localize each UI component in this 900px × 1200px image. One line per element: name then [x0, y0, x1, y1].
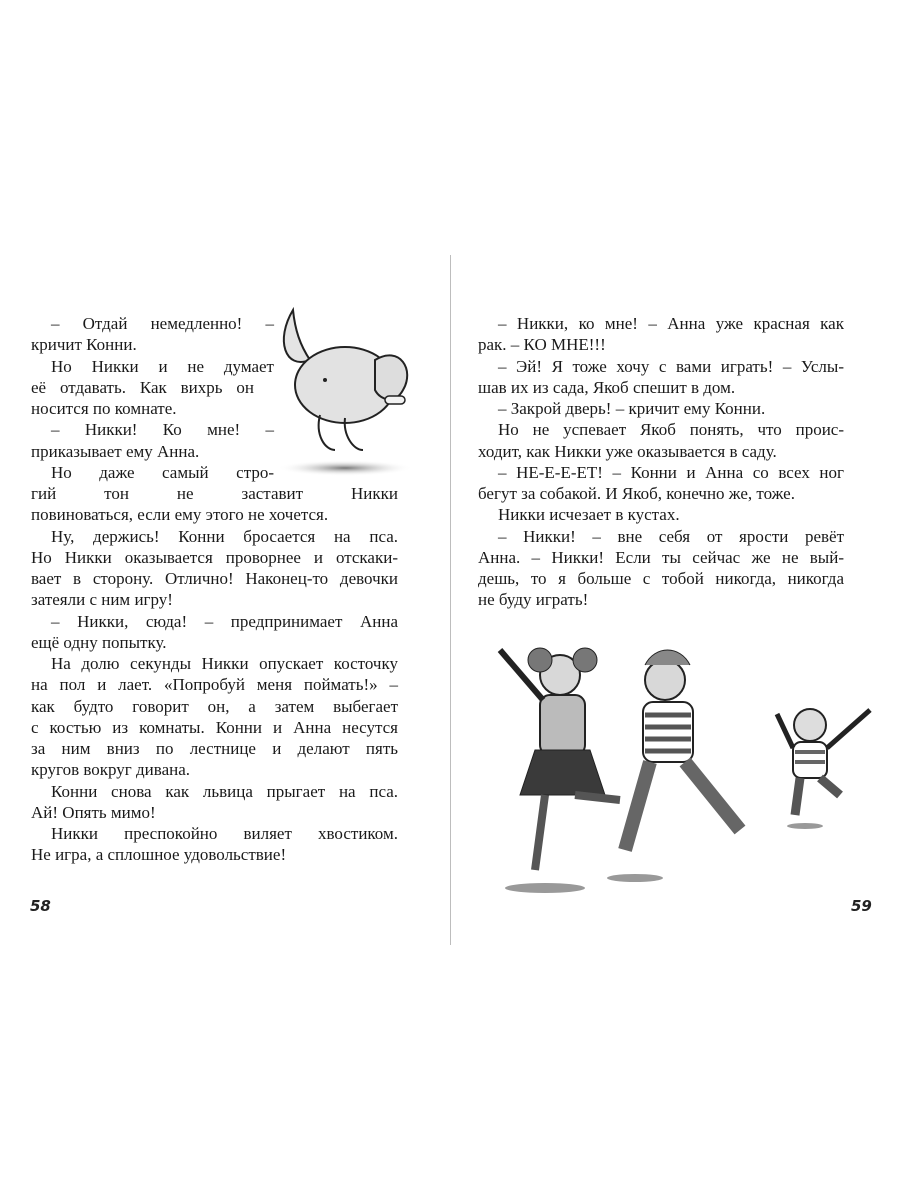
text-line: Никки исчезает в кустах. — [498, 505, 680, 525]
text-line: рак. – КО МНЕ!!! — [478, 335, 606, 355]
text-line: Никки преспокойно виляет хвостиком. — [51, 824, 398, 843]
text-line: кричит Конни. — [31, 335, 137, 355]
text-line: шав их из сада, Якоб спешит в дом. — [478, 377, 736, 397]
text-line: гий тон не заставит Никки — [31, 484, 398, 503]
text-line: Ну, держись! Конни бросается на пса. — [51, 526, 398, 546]
page-number-right: 59 — [851, 897, 872, 915]
text-line: Но даже самый стро- — [51, 462, 274, 482]
text-line: кругов вокруг дивана. — [31, 760, 191, 780]
text-line: бегут за собакой. И Якоб, конечно же, тоже. — [478, 484, 795, 503]
text-line: не буду играть! — [478, 590, 589, 610]
text-line: ещё одну попытку. — [31, 632, 167, 652]
text-line: – Никки! Ко мне! – — [51, 420, 274, 440]
text-line: Ай! Опять мимо! — [31, 802, 156, 822]
text-line: Но Никки оказывается проворнее и отскаки- — [31, 547, 398, 567]
text-line: дешь, то я больше с тобой никогда, никогда — [478, 569, 844, 588]
text-line: её отдавать. Как вихрь он — [31, 377, 254, 397]
text-line: Но не успевает Якоб понять, что проис- — [498, 420, 844, 440]
page-number-left: 58 — [30, 897, 51, 915]
text-line: вает в сторону. Отлично! Наконец-то девочки — [31, 569, 398, 588]
text-line: На долю секунды Никки опускает косточку — [51, 654, 398, 673]
text-line: – Никки, сюда! – предпринимает Анна — [51, 611, 398, 631]
text-line: – Закрой дверь! – кричит ему Конни. — [498, 399, 766, 418]
text-line: за ним вниз по лестнице и делают пять — [31, 739, 398, 758]
text-line: ходит, как Никки уже оказывается в саду. — [478, 441, 777, 461]
text-line: носится по комнате. — [31, 399, 177, 418]
right-page-text — [478, 313, 844, 611]
text-line: затеяли с ним игру! — [31, 590, 173, 610]
running-children-illustration — [485, 630, 885, 900]
text-line: как будто говорит он, а затем выбегает — [31, 696, 398, 716]
text-line: повиноваться, если ему этого не хочется. — [31, 505, 329, 525]
text-line: Конни снова как львица прыгает на пса. — [51, 781, 398, 801]
text-line: на пол и лает. «Попробуй меня поймать!» – — [31, 675, 398, 695]
text-line: с костью из комнаты. Конни и Анна несутся — [31, 717, 398, 737]
text-line: Но Никки и не думает — [51, 356, 274, 376]
text-line: – НЕ-Е-Е-ЕТ! – Конни и Анна со всех ног — [498, 462, 844, 482]
text-line: – Эй! Я тоже хочу с вами играть! – Услы- — [498, 356, 844, 376]
jumping-dog-illustration — [265, 300, 415, 490]
page-gutter-divider — [450, 255, 451, 945]
text-line: – Никки! – вне себя от ярости ревёт — [498, 526, 844, 546]
text-line: – Никки, ко мне! – Анна уже красная как — [498, 314, 844, 333]
text-line: приказывает ему Анна. — [31, 441, 200, 461]
text-line: Анна. – Никки! Если ты сейчас же не вый- — [478, 547, 844, 567]
text-line: Не игра, а сплошное удовольствие! — [31, 845, 287, 865]
text-line: – Отдай немедленно! – — [51, 314, 274, 333]
